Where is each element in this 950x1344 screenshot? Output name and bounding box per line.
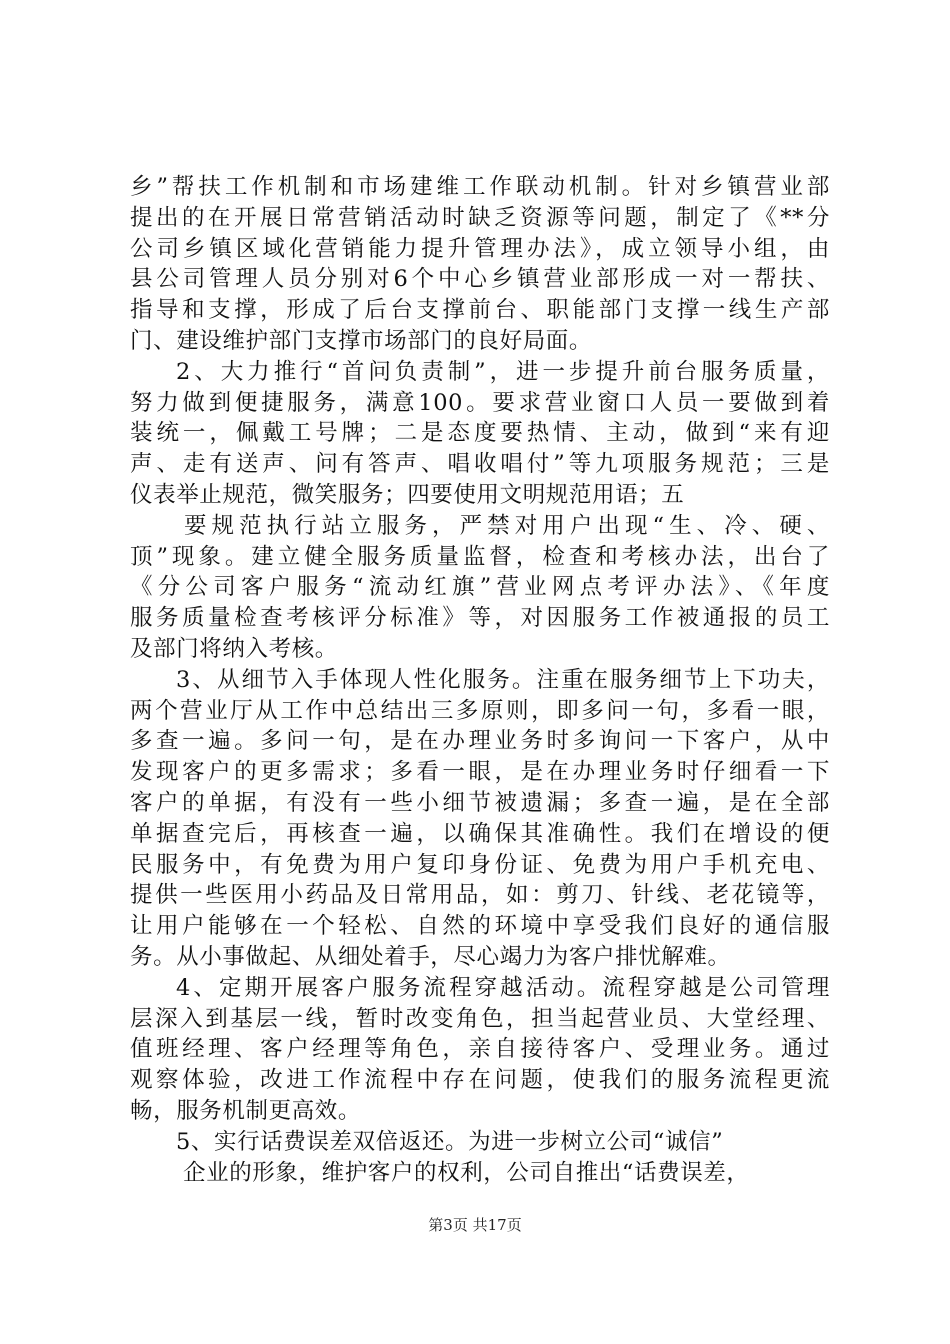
text-line: 让用户能够在一个轻松、自然的环境中享受我们良好的通信服 (130, 913, 830, 940)
text-line: 仪表举止规范，微笑服务；四要使用文明规范用语；五 (130, 481, 685, 508)
paragraph-start-line: 3、从细节入手体现人性化服务。注重在服务细节上下功夫， (176, 666, 830, 693)
text-line: 畅，服务机制更高效。 (130, 1097, 362, 1124)
text-line: 民服务中，有免费为用户复印身份证、免费为用户手机充电、 (130, 851, 830, 878)
text-line: 公司乡镇区域化营销能力提升管理办法》，成立领导小组，由 (130, 235, 830, 262)
text-line: 声、走有送声、问有答声、唱收唱付”等九项服务规范；三是 (130, 451, 830, 478)
text-line: 门、建设维护部门支撑市场部门的良好局面。 (130, 327, 593, 354)
paragraph-start-line: 4、定期开展客户服务流程穿越活动。流程穿越是公司管理 (176, 974, 830, 1001)
text-line: 《分公司客户服务“流动红旗”营业网点考评办法》、《年度 (130, 574, 830, 601)
text-line: 务。从小事做起、从细处着手，尽心竭力为客户排忧解难。 (130, 943, 731, 970)
paragraph-start-line: 5、实行话费误差双倍返还。为进一步树立公司“诚信” (176, 1128, 724, 1155)
text-line: 客户的单据，有没有一些小细节被遗漏；多查一遍，是在全部 (130, 789, 830, 816)
text-line: 值班经理、客户经理等角色，亲自接待客户、受理业务。通过 (130, 1036, 830, 1063)
text-line: 服务质量检查考核评分标准》等，对因服务工作被通报的员工 (130, 605, 830, 632)
document-body (130, 172, 830, 1188)
text-line: 提出的在开展日常营销活动时缺乏资源等问题，制定了《**分 (130, 204, 830, 231)
text-line: 单据查完后，再核查一遍，以确保其准确性。我们在增设的便 (130, 820, 830, 847)
paragraph-start-line: 要规范执行站立服务，严禁对用户出现“生、冷、硬、 (184, 512, 830, 539)
text-line: 装统一，佩戴工号牌；二是态度要热情、主动，做到“来有迎 (130, 420, 830, 447)
text-line: 顶”现象。建立健全服务质量监督，检查和考核办法，出台了 (130, 543, 830, 570)
paragraph-start-line: 企业的形象，维护客户的权利，公司自推出“话费误差， (183, 1159, 750, 1186)
text-line: 两个营业厅从工作中总结出三多原则，即多问一句，多看一眼， (130, 697, 830, 724)
paragraph-start-line: 2、大力推行“首问负责制”，进一步提升前台服务质量， (176, 358, 830, 385)
text-line: 乡”帮扶工作机制和市场建维工作联动机制。针对乡镇营业部 (130, 174, 830, 200)
text-line: 县公司管理人员分别对6个中心乡镇营业部形成一对一帮扶、 (130, 266, 830, 293)
text-line: 观察体验，改进工作流程中存在问题，使我们的服务流程更流 (130, 1067, 830, 1094)
page-number-label: 第3页 共17页 (428, 1216, 522, 1234)
page-footer (0, 1214, 950, 1235)
text-line: 努力做到便捷服务，满意100。要求营业窗口人员一要做到着 (130, 389, 830, 416)
text-line: 提供一些医用小药品及日常用品，如：剪刀、针线、老花镜等， (130, 882, 830, 909)
text-line: 及部门将纳入考核。 (130, 635, 338, 662)
text-line: 指导和支撑，形成了后台支撑前台、职能部门支撑一线生产部 (130, 297, 830, 324)
text-line: 层深入到基层一线，暂时改变角色，担当起营业员、大堂经理、 (130, 1005, 830, 1032)
text-line: 多查一遍。多问一句，是在办理业务时多询问一下客户，从中 (130, 728, 830, 755)
text-line: 发现客户的更多需求；多看一眼，是在办理业务时仔细看一下 (130, 759, 830, 786)
